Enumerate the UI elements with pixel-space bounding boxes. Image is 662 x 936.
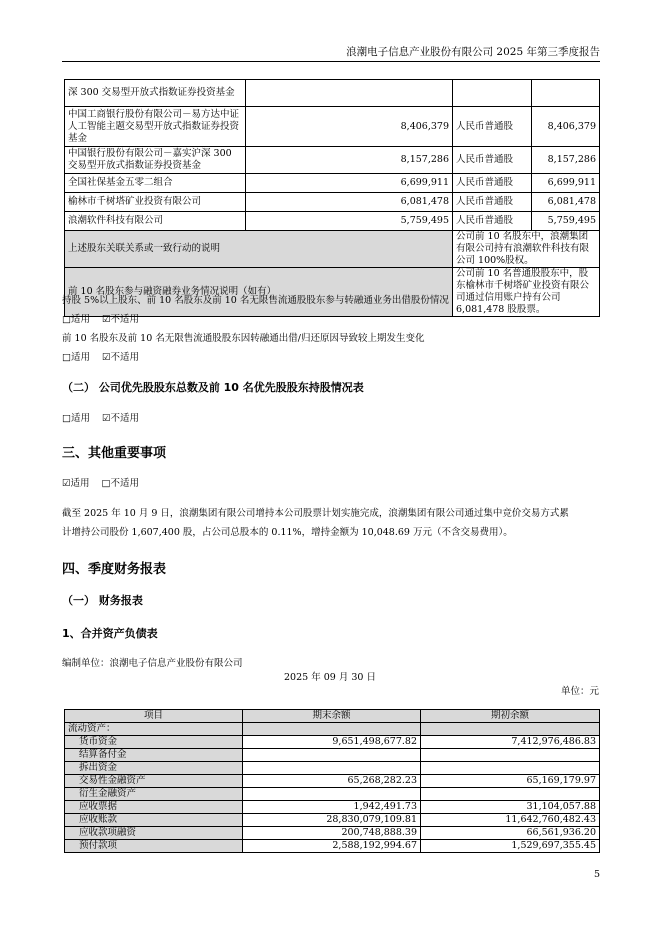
holder-name: 榆林市千树塔矿业投资有限公司 bbox=[65, 193, 246, 212]
row-end-balance: 9,651,498,677.82 bbox=[243, 736, 421, 749]
subsection-balance-sheet: 1、合并资产负债表 bbox=[62, 627, 158, 640]
checkbox-applicable: □适用 bbox=[62, 352, 90, 363]
row-item: 拆出资金 bbox=[65, 762, 243, 775]
shareholder-table bbox=[64, 79, 600, 317]
table-row bbox=[65, 107, 600, 147]
table-row bbox=[65, 840, 600, 853]
holder-name: 中国银行股份有限公司－嘉实沪深 300 交易型开放式指数证券投资基金 bbox=[65, 147, 246, 174]
table-row bbox=[65, 788, 600, 801]
section-preferred-shares: （二） 公司优先股股东总数及前 10 名优先股股东持股情况表 bbox=[62, 381, 364, 394]
table-row bbox=[65, 762, 600, 775]
table-row bbox=[65, 147, 600, 174]
relation-label: 上述股东关联关系或一致行动的说明 bbox=[65, 231, 453, 268]
header-begin-balance: 期初余额 bbox=[421, 710, 600, 723]
share-amount: 6,699,911 bbox=[532, 174, 600, 193]
paragraph-change: 前 10 名股东及前 10 名无限售流通股股东因转融通出借/归还原因导致较上期发生变化 bbox=[62, 333, 425, 344]
paragraph-increase-line2: 计增持公司股份 1,607,400 股，占公司总股本的 0.11%，增持金额为 10,048.69 万元（不含交易费用）。 bbox=[62, 527, 513, 538]
table-row bbox=[65, 174, 600, 193]
relation-text: 公司前 10 名股东中，浪潮集团有限公司持有浪潮软件科技有限公司 100%股权。 bbox=[453, 231, 600, 268]
row-end-balance: 28,830,079,109.81 bbox=[243, 814, 421, 827]
row-item: 交易性金融资产 bbox=[65, 775, 243, 788]
row-begin-balance: 31,104,057.88 bbox=[421, 801, 600, 814]
subsection-financial-statements: （一） 财务报表 bbox=[62, 594, 143, 607]
holder-qty: 6,081,478 bbox=[246, 193, 453, 212]
table-row bbox=[65, 193, 600, 212]
checkbox-applicable: ☑适用 bbox=[62, 478, 90, 489]
table-row bbox=[65, 80, 600, 107]
row-end-balance: 200,748,888.39 bbox=[243, 827, 421, 840]
relation-row bbox=[65, 231, 600, 268]
compiler-label: 编制单位：浪潮电子信息产业股份有限公司 bbox=[62, 658, 243, 669]
header-item: 项目 bbox=[65, 710, 243, 723]
checkbox-applicable: □适用 bbox=[62, 314, 90, 325]
row-begin-balance: 11,642,760,482.43 bbox=[421, 814, 600, 827]
table-row bbox=[65, 736, 600, 749]
statement-date: 2025 年 09 月 30 日 bbox=[284, 672, 376, 683]
option-line bbox=[62, 311, 139, 325]
holder-qty: 6,699,911 bbox=[246, 174, 453, 193]
share-amount: 8,157,286 bbox=[532, 147, 600, 174]
page-header: 浪潮电子信息产业股份有限公司 2025 年第三季度报告 bbox=[346, 46, 600, 58]
table-row bbox=[65, 749, 600, 762]
unit-label: 单位：元 bbox=[560, 686, 599, 697]
holder-name: 浪潮软件科技有限公司 bbox=[65, 212, 246, 231]
holder-qty: 8,406,379 bbox=[246, 107, 453, 147]
table-row bbox=[65, 775, 600, 788]
checkbox-not-applicable: □不适用 bbox=[101, 478, 140, 489]
header-divider bbox=[62, 61, 600, 62]
row-item: 衍生金融资产 bbox=[65, 788, 243, 801]
row-end-balance: 65,268,282.23 bbox=[243, 775, 421, 788]
share-type: 人民币普通股 bbox=[453, 212, 532, 231]
share-amount: 5,759,495 bbox=[532, 212, 600, 231]
table-header-row bbox=[65, 710, 600, 723]
row-item: 流动资产： bbox=[65, 723, 243, 736]
row-item: 应收款项融资 bbox=[65, 827, 243, 840]
section-other-matters: 三、其他重要事项 bbox=[62, 446, 167, 461]
margin-label: 前 10 名股东参与融资融券业务情况说明（如有） bbox=[65, 268, 453, 317]
section-financial-statements: 四、季度财务报表 bbox=[62, 562, 167, 577]
page-number: 5 bbox=[593, 869, 600, 880]
share-type: 人民币普通股 bbox=[453, 193, 532, 212]
row-item: 结算备付金 bbox=[65, 749, 243, 762]
holder-name: 全国社保基金五零二组合 bbox=[65, 174, 246, 193]
table-row bbox=[65, 723, 600, 736]
paragraph-lending: 持股 5%以上股东、前 10 名股东及前 10 名无限售流通股股东参与转融通业务出借股份情况 bbox=[62, 295, 449, 306]
share-type: 人民币普通股 bbox=[453, 174, 532, 193]
row-end-balance: 2,588,192,994.67 bbox=[243, 840, 421, 853]
option-line bbox=[62, 475, 139, 489]
row-end-balance: 1,942,491.73 bbox=[243, 801, 421, 814]
option-line bbox=[62, 410, 139, 424]
row-begin-balance: 7,412,976,486.83 bbox=[421, 736, 600, 749]
table-row bbox=[65, 801, 600, 814]
row-item: 预付款项 bbox=[65, 840, 243, 853]
table-row bbox=[65, 814, 600, 827]
row-item: 应收票据 bbox=[65, 801, 243, 814]
paragraph-increase-line1: 截至 2025 年 10 月 9 日，浪潮集团有限公司增持本公司股票计划实施完成，浪潮集团有限公司通过集中竞价交易方式累 bbox=[62, 508, 569, 519]
row-begin-balance: 1,529,697,355.45 bbox=[421, 840, 600, 853]
checkbox-not-applicable: ☑不适用 bbox=[101, 413, 140, 424]
balance-sheet-table bbox=[64, 709, 600, 853]
share-type: 人民币普通股 bbox=[453, 107, 532, 147]
holder-qty: 8,157,286 bbox=[246, 147, 453, 174]
share-amount: 6,081,478 bbox=[532, 193, 600, 212]
margin-text: 公司前 10 名普通股股东中，股东榆林市千树塔矿业投资有限公司通过信用账户持有公司 6,081,478 股股票。 bbox=[453, 268, 600, 317]
row-begin-balance: 65,169,179.97 bbox=[421, 775, 600, 788]
row-begin-balance: 66,561,936.20 bbox=[421, 827, 600, 840]
share-type: 人民币普通股 bbox=[453, 147, 532, 174]
holder-name: 中国工商银行股份有限公司－易方达中证人工智能主题交易型开放式指数证券投资基金 bbox=[65, 107, 246, 147]
checkbox-not-applicable: ☑不适用 bbox=[101, 352, 140, 363]
checkbox-not-applicable: ☑不适用 bbox=[101, 314, 140, 325]
row-item: 货币资金 bbox=[65, 736, 243, 749]
checkbox-applicable: □适用 bbox=[62, 413, 90, 424]
share-amount: 8,406,379 bbox=[532, 107, 600, 147]
holder-name: 深 300 交易型开放式指数证券投资基金 bbox=[65, 80, 246, 107]
table-row bbox=[65, 827, 600, 840]
header-end-balance: 期末余额 bbox=[243, 710, 421, 723]
option-line bbox=[62, 349, 139, 363]
holder-qty: 5,759,495 bbox=[246, 212, 453, 231]
row-item: 应收账款 bbox=[65, 814, 243, 827]
table-row bbox=[65, 212, 600, 231]
